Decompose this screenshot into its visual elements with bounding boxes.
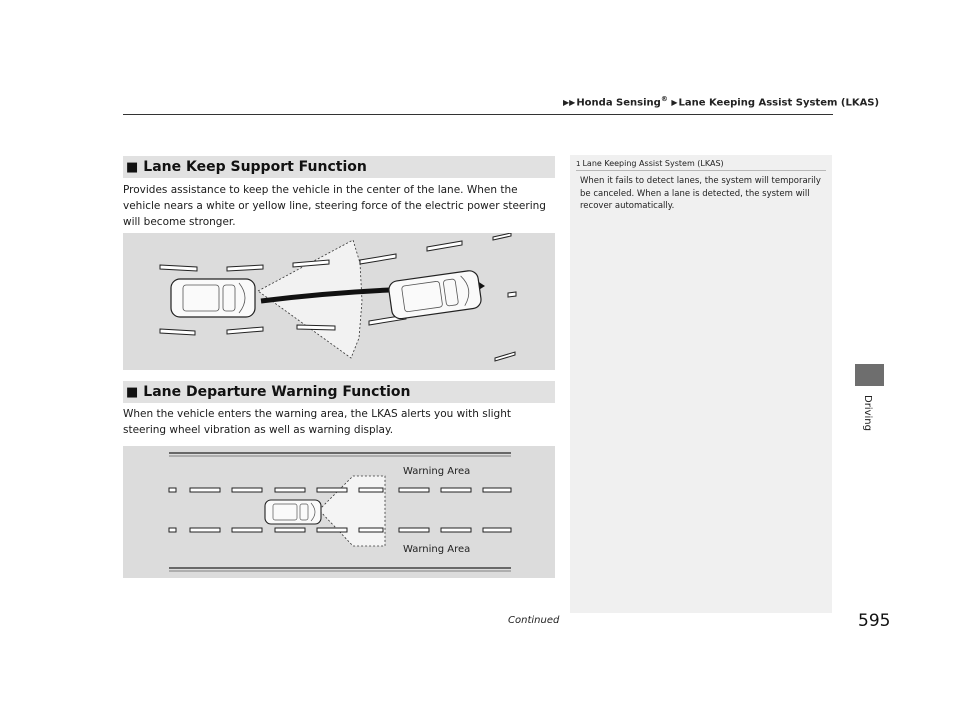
sidebar-note-text: When it fails to detect lanes, the system will temporarily be canceled. When a lane is detected, the system will recover automatically. <box>580 176 821 211</box>
page-number: 595 <box>858 611 891 631</box>
triangle-icon: ▶▶ <box>563 98 576 108</box>
triangle-icon: ▶ <box>671 98 678 108</box>
divider <box>576 170 826 171</box>
sidebar-reference <box>576 159 724 168</box>
section-heading-lane-departure-warning <box>123 381 555 403</box>
square-bullet-icon: ■ <box>126 159 139 175</box>
lane-keep-support-illustration <box>123 233 555 370</box>
warning-area-label-bottom: Warning Area <box>403 544 471 555</box>
header-rule <box>123 114 833 115</box>
chapter-tab-label: Driving <box>862 395 873 431</box>
breadcrumb <box>563 95 879 108</box>
section-body-text: When the vehicle enters the warning area, the LKAS alerts you with slight steering wheel vibration as well as warning display. <box>123 408 511 436</box>
chapter-tab-marker[interactable] <box>855 364 884 386</box>
car-icon <box>171 279 255 317</box>
section-heading-lane-keep-support <box>123 156 555 178</box>
lane-departure-warning-illustration <box>123 446 555 578</box>
registered-mark: ® <box>660 95 668 103</box>
breadcrumb-item-lkas[interactable]: Lane Keeping Assist System (LKAS) <box>678 97 880 109</box>
section-title: Lane Keep Support Function <box>143 159 367 175</box>
reference-title[interactable]: Lane Keeping Assist System (LKAS) <box>582 159 724 168</box>
warning-area-label-top: Warning Area <box>403 466 471 477</box>
section-title: Lane Departure Warning Function <box>143 384 411 400</box>
car-icon <box>265 500 321 524</box>
reference-number: 1 <box>576 160 581 168</box>
square-bullet-icon: ■ <box>126 384 139 400</box>
sidebar-note-panel <box>570 155 832 613</box>
continued-label: Continued <box>508 615 560 626</box>
breadcrumb-item-honda-sensing[interactable]: Honda Sensing <box>576 97 661 109</box>
section-body-text: Provides assistance to keep the vehicle in the center of the lane. When the vehicle nears a white or yellow line, steering force of the electric power steering will become stronger. <box>123 184 546 228</box>
